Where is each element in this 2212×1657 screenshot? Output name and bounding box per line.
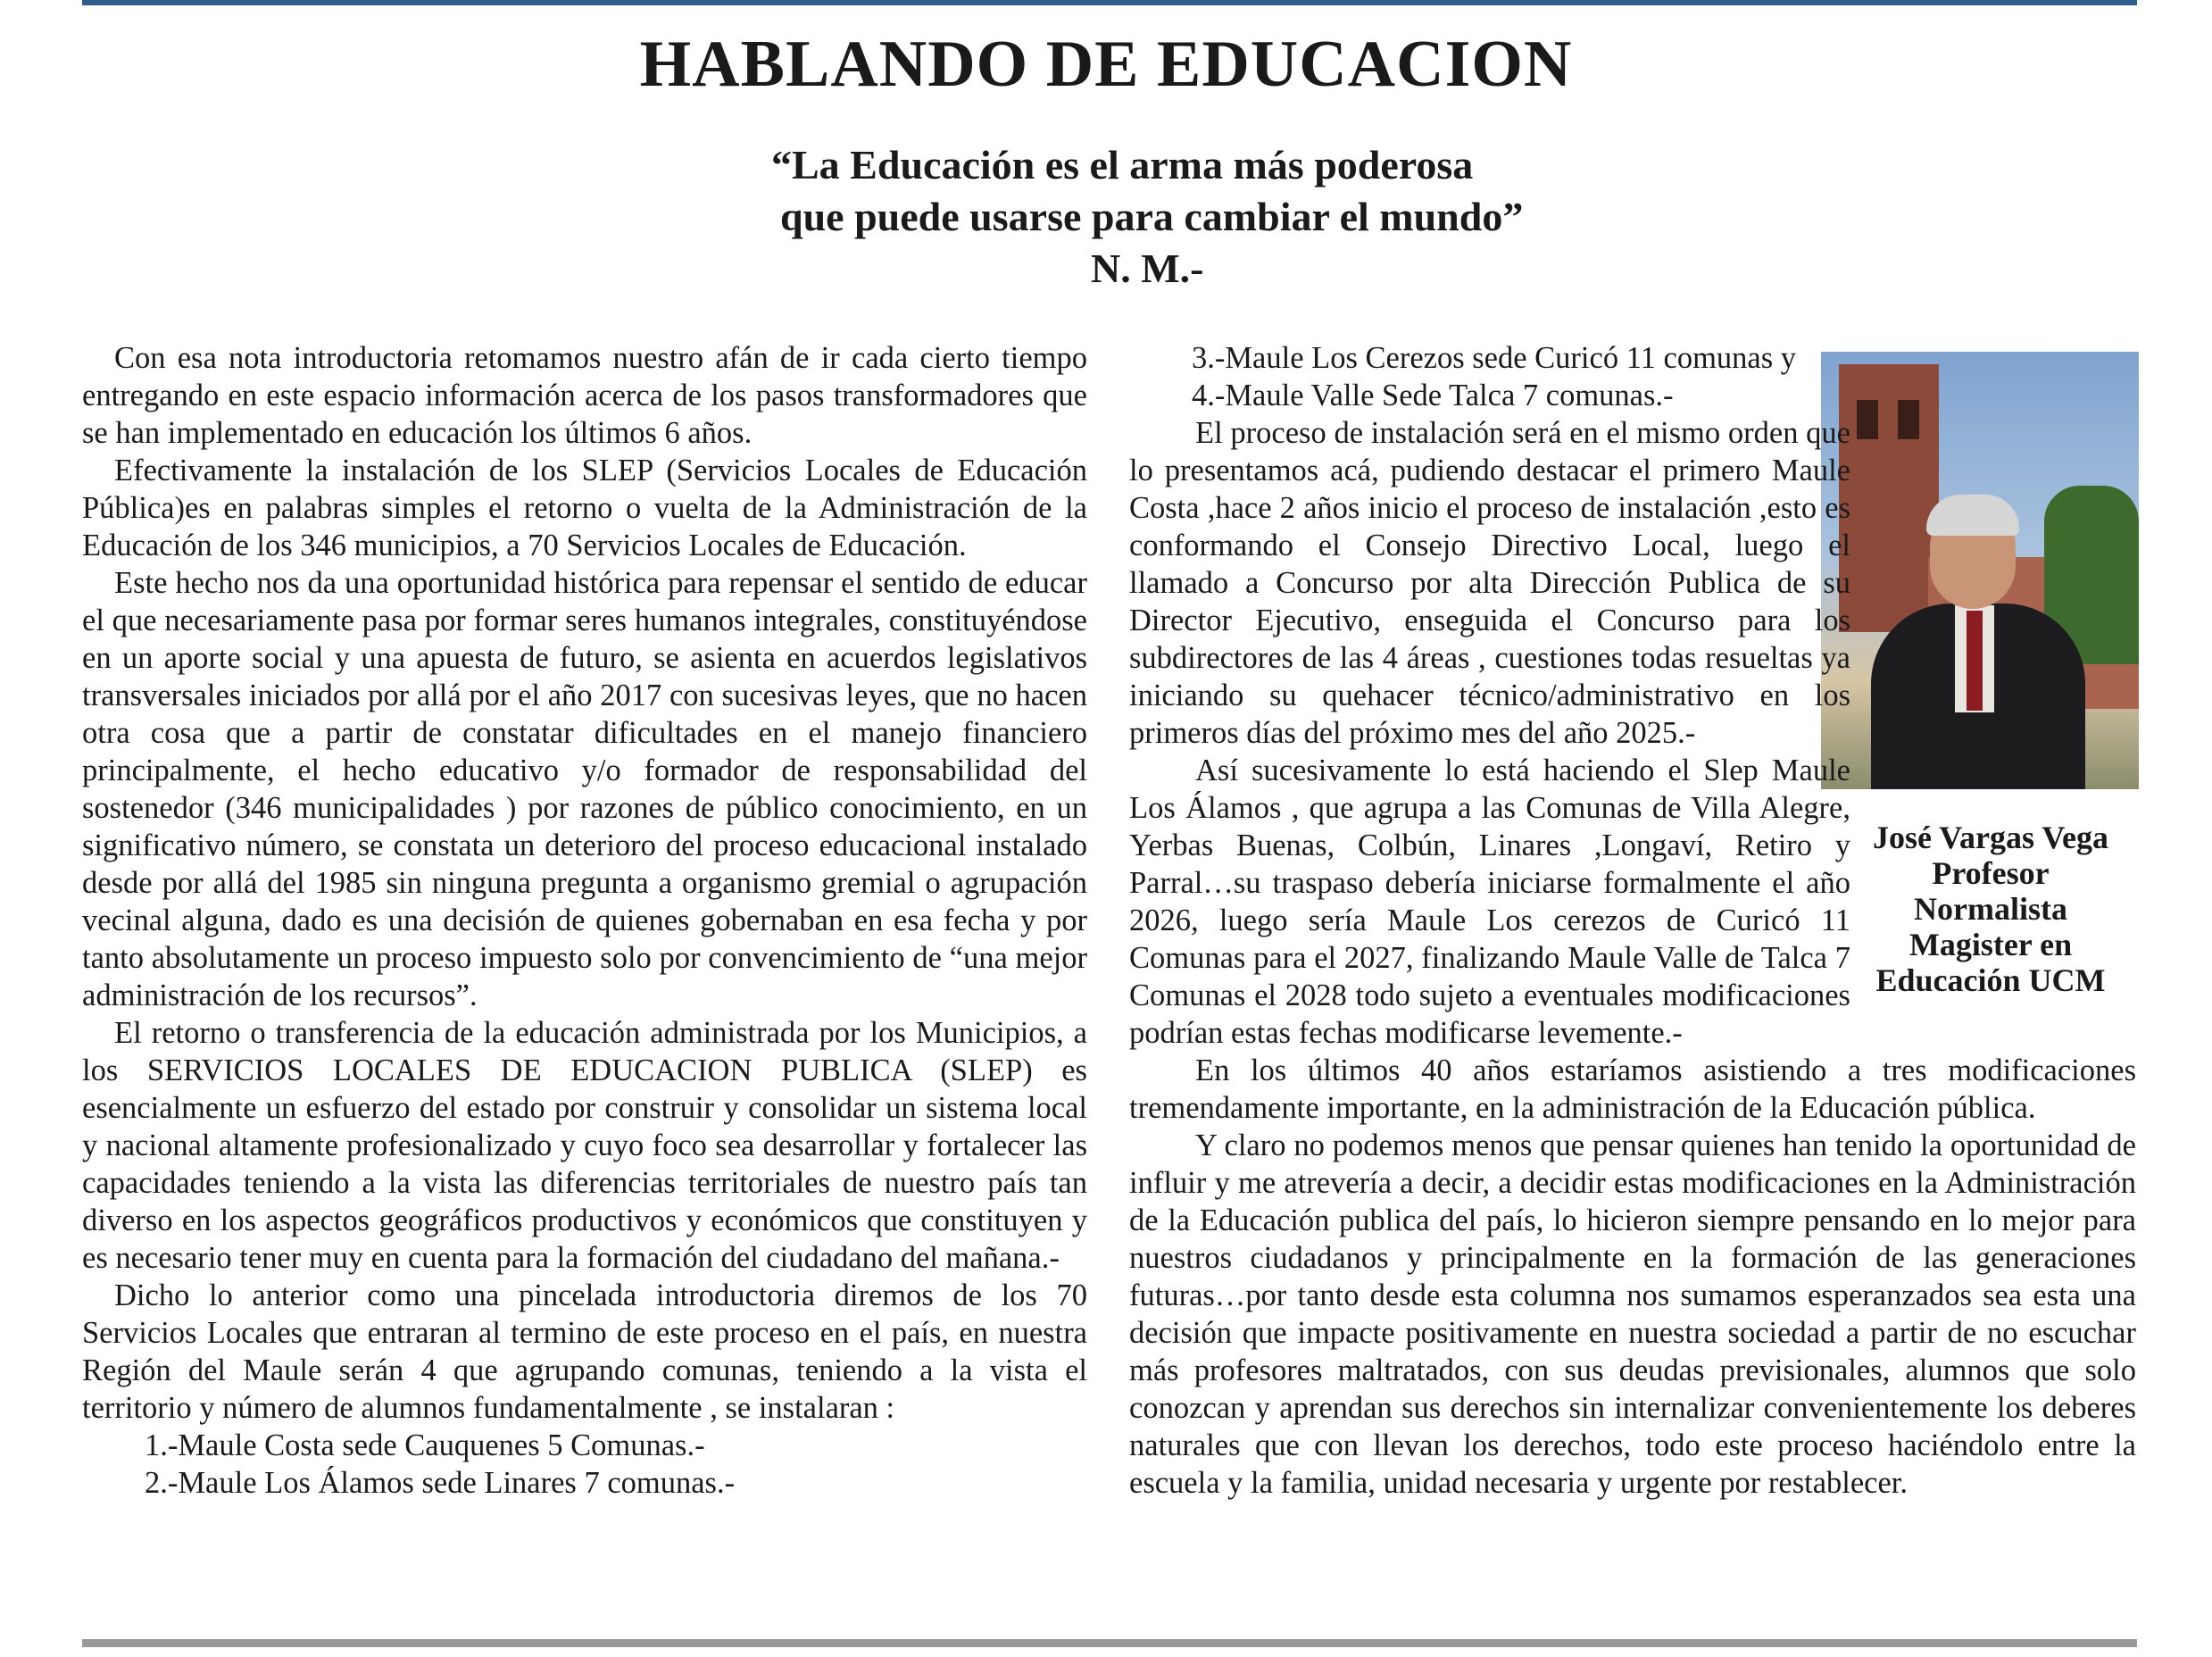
top-rule [82, 0, 2137, 5]
caption-line: Normalista [1914, 891, 2067, 927]
paragraph: Y claro no podemos menos que pensar quienes han tenido la oportunidad de influir y me atrevería a decir, a decidir estas modificaciones en la Administración de la Educación publica del país, lo hicieron siempre pensando en lo mejor para nuestros ciudadanos y principalmente en la formación de las generaciones futuras…por tanto desde esta columna nos sumamos esperanzados sea esta una decisión que impacte positivamente en nuestra sociedad a partir de no escuchar más profesores maltratados, con sus deudas previsionales, alumnos que solo conozcan y aprendan sus derechos sin internalizar convenientemente los deberes naturales que con llevan los derechos, todo este proceso haciéndolo entre la escuela y la familia, unidad necesaria y urgente por restablecer. [1129, 1128, 2136, 1500]
paragraph: En los últimos 40 años estaríamos asistiendo a tres modificaciones tremendamente importante, en la administración de la Educación pública. [1129, 1053, 2136, 1125]
quote-line-1: “La Educación es el arma más poderosa [771, 142, 1474, 187]
page-title: HABLANDO DE EDUCACION [639, 28, 1573, 101]
paragraph: Dicho lo anterior como una pincelada introductoria diremos de los 70 Servicios Locales que entraran al termino de este proceso en el país, en nuestra Región del Maule serán 4 que agrupando comunas, teniendo a la vista el territorio y número de alumnos fundamentalmente , se instalaran : [82, 1278, 1087, 1425]
caption-name: José Vargas Vega [1872, 820, 2109, 855]
list-item: 2.-Maule Los Álamos sede Linares 7 comunas.- [145, 1466, 736, 1500]
list-item: 1.-Maule Costa sede Cauquenes 5 Comunas.- [145, 1428, 705, 1462]
bottom-rule [82, 1639, 2137, 1647]
quote-author: N. M.- [1091, 246, 1204, 291]
list-item: 3.-Maule Los Cerezos sede Curicó 11 comunas y [1192, 341, 1797, 375]
paragraph: Este hecho nos da una oportunidad histórica para repensar el sentido de educar el que necesariamente pasa por formar seres humanos integrales, constituyéndose en un aporte social y una apuesta de futuro, se asienta en acuerdos legislativos transversales iniciados por allá por el año 2017 con sucesivas leyes, que no hacen otra cosa que a partir de constatar dificultades en el manejo financiero principalmente, el hecho educativo y/o formador de responsabilidad del sostenedor (346 municipalidades ) por razones de público conocimiento, en un significativo número, se constata un deterioro del proceso educacional instalado desde por allá del 1985 sin ninguna pregunta a organismo gremial o agrupación vecinal alguna, dado es una decisión de quienes gobernaban en esa fecha y por tanto absolutamente un proceso impuesto solo por convencimiento de “una mejor administración de los recursos”. [82, 566, 1087, 1012]
right-column-top [1129, 339, 1812, 414]
caption-line: Educación UCM [1875, 962, 2106, 998]
list-item: 4.-Maule Valle Sede Talca 7 comunas.- [1192, 379, 1674, 412]
photo-float [1850, 414, 2136, 1012]
paragraph: Así sucesivamente lo está haciendo el Slep Maule Los Álamos , que agrupa a las Comunas de Villa Alegre, Yerbas Buenas, Colbún, Linares ,Longaví, Retiro y Parral…su traspaso debería iniciarse formalmente el año 2026, luego sería Maule Los cerezos de Curicó 11 Comunas para el 2027, finalizando Maule Valle de Talca 7 Comunas el 2028 todo sujeto a eventuales modificaciones podrían estas fechas modificarse levemente.- [1129, 754, 1850, 1050]
right-column [1129, 339, 2136, 1502]
caption-line: Magister en [1908, 927, 2073, 962]
paragraph: Con esa nota introductoria retomamos nuestro afán de ir cada cierto tiempo entregando en este espacio información acerca de los pasos transformadores que se han implementado en educación los últimos 6 años. [82, 341, 1087, 450]
paragraph: El retorno o transferencia de la educación administrada por los Municipios, a los SERVICIOS LOCALES DE EDUCACION PUBLICA (SLEP) es esencialmente un esfuerzo del estado por construir y consolidar un sistema local y nacional altamente profesionalizado y cuyo foco sea desarrollar y fortalecer las capacidades teniendo a la vista las diferencias territoriales de nuestro país tan diverso en los aspectos geográficos productivos y económicos que constituyen y es necesario tener muy en cuenta para la formación del ciudadano del mañana.- [82, 1016, 1087, 1275]
paragraph: El proceso de instalación será en el mismo orden que lo presentamos acá, pudiendo destacar el primero Maule Costa ,hace 2 años inicio el proceso de instalación ,esto es conformando el Consejo Directivo Local, luego el llamado a Concurso por alta Dirección Publica de su Director Ejecutivo, enseguida el Concurso para los subdirectores de las 4 áreas , cuestiones todas resueltas ya iniciando su quehacer técnico/administrativo en los primeros días del próximo mes del año 2025.- [1129, 416, 1850, 750]
quote-line-2: que puede usarse para cambiar el mundo” [780, 194, 1524, 239]
left-column [82, 339, 1087, 1502]
caption-line: Profesor [1932, 855, 2050, 891]
paragraph: Efectivamente la instalación de los SLEP (Servicios Locales de Educación Pública)es en palabras simples el retorno o vuelta de la Administración de la Educación de los 346 municipios, a 70 Servicios Locales de Educación. [82, 454, 1087, 562]
